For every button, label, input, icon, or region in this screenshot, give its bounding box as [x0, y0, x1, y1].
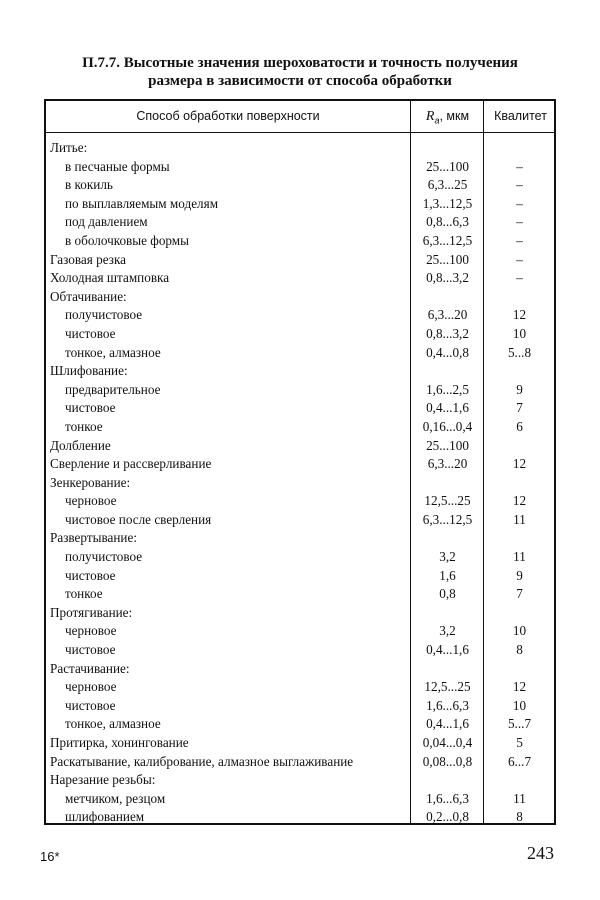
- grade-cell: 12: [512, 493, 527, 509]
- ra-cell: 1,3...12,5: [422, 195, 473, 211]
- ra-cell: 1,6...6,3: [426, 790, 469, 806]
- grade-cell: 11: [513, 790, 526, 806]
- ra-cell: 0,8...3,2: [426, 270, 469, 286]
- ra-cell: 0,8: [439, 586, 456, 602]
- ra-cell: 0,8...6,3: [426, 214, 469, 230]
- table-row: [46, 567, 554, 586]
- table-row: [46, 418, 554, 437]
- method-cell: предварительное: [65, 381, 161, 397]
- method-cell: Растачивание:: [50, 660, 130, 676]
- ra-subscript: a: [434, 115, 440, 126]
- table-row: [46, 808, 554, 827]
- table-row: [46, 697, 554, 716]
- table-row: [46, 325, 554, 344]
- grade-cell: 8: [516, 809, 523, 825]
- table-row: [46, 232, 554, 251]
- grade-cell: –: [516, 195, 523, 211]
- table-row: [46, 213, 554, 232]
- ra-unit: , мкм: [439, 109, 470, 123]
- method-cell: получистовое: [65, 549, 143, 565]
- method-cell: черновое: [65, 679, 117, 695]
- grade-cell: 10: [512, 697, 527, 713]
- table-row: [46, 176, 554, 195]
- ra-cell: 0,04...0,4: [422, 735, 473, 750]
- ra-cell: 25...100: [426, 158, 469, 174]
- method-cell: Нарезание резьбы:: [50, 772, 156, 788]
- table-row: [46, 344, 554, 363]
- method-cell: Протягивание:: [50, 604, 133, 620]
- ra-cell: 0,8...3,2: [426, 325, 469, 341]
- method-cell: чистовое после сверления: [65, 511, 212, 527]
- grade-cell: 12: [512, 456, 527, 472]
- method-cell: Притирка, хонингование: [50, 735, 189, 750]
- ra-cell: 3,2: [439, 623, 456, 639]
- table-row: [46, 306, 554, 325]
- table-row: [46, 381, 554, 400]
- table-title-line-2: размера в зависимости от способа обработки: [148, 73, 452, 89]
- grade-cell: 5...8: [507, 344, 532, 360]
- ra-cell: 3,2: [439, 549, 456, 565]
- grade-cell: 10: [512, 623, 527, 639]
- method-cell: тонкое: [65, 418, 103, 434]
- table-row: [46, 660, 554, 679]
- table-row: [46, 437, 554, 456]
- table-row: [46, 585, 554, 604]
- ra-cell: 0,4...0,8: [426, 344, 469, 360]
- table-row: [46, 715, 554, 734]
- page-number: 243: [527, 843, 554, 863]
- ra-cell: 6,3...25: [427, 177, 468, 193]
- table-row: [46, 753, 554, 772]
- grade-cell: 6: [516, 418, 523, 434]
- table-row: [46, 269, 554, 288]
- header-grade: Квалитет: [494, 109, 547, 123]
- method-cell: получистовое: [65, 307, 143, 323]
- grade-cell: 12: [512, 679, 527, 695]
- method-cell: Шлифование:: [50, 363, 128, 379]
- method-cell: чистовое: [65, 642, 116, 658]
- grade-cell: –: [516, 232, 523, 248]
- method-cell: тонкое: [65, 586, 103, 602]
- grade-cell: 9: [516, 567, 523, 583]
- table-row: [46, 604, 554, 623]
- method-cell: по выплавляемым моделям: [65, 195, 219, 211]
- table-row: [46, 399, 554, 418]
- ra-cell: 6,3...20: [427, 307, 468, 323]
- method-cell: в кокиль: [65, 177, 113, 193]
- ra-cell: 1,6...6,3: [426, 697, 469, 713]
- table-row: [46, 790, 554, 809]
- header-ra: [412, 101, 483, 132]
- header-method: Способ обработки поверхности: [136, 109, 320, 123]
- grade-cell: 11: [513, 549, 526, 565]
- method-cell: шлифованием: [65, 809, 145, 825]
- method-cell: тонкое, алмазное: [65, 344, 161, 360]
- method-cell: тонкое, алмазное: [65, 716, 161, 732]
- method-cell: Литье:: [50, 140, 88, 155]
- ra-cell: 0,4...1,6: [426, 716, 469, 732]
- table-row: [46, 195, 554, 214]
- table-row: [46, 678, 554, 697]
- table-row: [46, 474, 554, 493]
- table-row: [46, 492, 554, 511]
- grade-cell: –: [516, 214, 523, 230]
- table-row: [46, 288, 554, 307]
- ra-cell: 1,6: [439, 567, 456, 583]
- method-cell: Долбление: [50, 437, 111, 453]
- grade-cell: –: [516, 177, 523, 193]
- ra-cell: 6,3...20: [427, 456, 468, 472]
- method-cell: под давлением: [65, 214, 148, 230]
- method-cell: чистовое: [65, 567, 116, 583]
- ra-cell: 0,16...0,4: [422, 418, 473, 434]
- method-cell: Сверление и рассверливание: [50, 456, 212, 472]
- grade-cell: 5: [516, 735, 523, 750]
- header-divider: [46, 132, 554, 133]
- method-cell: черновое: [65, 493, 117, 509]
- method-cell: в песчаные формы: [65, 158, 170, 174]
- ra-cell: 25...100: [426, 437, 469, 453]
- method-cell: в оболочковые формы: [65, 232, 190, 248]
- table-title-line-1: П.7.7. Высотные значения шероховатости и точность получения: [82, 55, 518, 71]
- method-cell: Холодная штамповка: [50, 270, 170, 286]
- table-row: [46, 622, 554, 641]
- ra-symbol: R: [425, 109, 435, 124]
- grade-cell: 9: [516, 381, 523, 397]
- method-cell: Газовая резка: [50, 251, 127, 267]
- table-row: [46, 529, 554, 548]
- grade-cell: 5...7: [507, 716, 532, 732]
- table-row: [46, 734, 554, 753]
- method-cell: чистовое: [65, 400, 116, 416]
- ra-cell: 25...100: [426, 251, 469, 267]
- method-cell: Обтачивание:: [50, 288, 127, 304]
- ra-cell: 12,5...25: [424, 679, 471, 695]
- table-row: [46, 455, 554, 474]
- ra-cell: 0,4...1,6: [426, 642, 469, 658]
- table-row: [46, 158, 554, 177]
- method-cell: черновое: [65, 623, 117, 639]
- grade-cell: 7: [516, 586, 523, 602]
- grade-cell: 10: [512, 325, 527, 341]
- signature-mark: 16*: [40, 849, 60, 864]
- grade-cell: 6...7: [507, 753, 532, 769]
- grade-cell: 12: [512, 307, 527, 323]
- ra-cell: 0,2...0,8: [426, 809, 469, 825]
- grade-cell: –: [516, 270, 523, 286]
- ra-cell: 6,3...12,5: [422, 511, 473, 527]
- ra-cell: 0,08...0,8: [422, 753, 473, 769]
- ra-cell: 0,4...1,6: [426, 400, 469, 416]
- grade-cell: 7: [516, 400, 523, 416]
- grade-cell: –: [516, 251, 523, 267]
- table-row: [46, 771, 554, 790]
- ra-cell: 1,6...2,5: [426, 381, 469, 397]
- table-row: [46, 641, 554, 660]
- method-cell: чистовое: [65, 325, 116, 341]
- table-row: [46, 511, 554, 530]
- method-cell: Зенкерование:: [50, 474, 131, 490]
- grade-cell: –: [516, 158, 523, 174]
- method-cell: метчиком, резцом: [65, 790, 166, 806]
- grade-cell: 11: [513, 511, 526, 527]
- table-row: [46, 548, 554, 567]
- ra-cell: 12,5...25: [424, 493, 471, 509]
- method-cell: чистовое: [65, 697, 116, 713]
- table-row: [46, 139, 554, 158]
- table-body: [46, 139, 554, 827]
- table-row: [46, 362, 554, 381]
- roughness-table: [44, 99, 556, 825]
- method-cell: Развертывание:: [50, 530, 137, 546]
- table-row: [46, 251, 554, 270]
- grade-cell: 8: [516, 642, 523, 658]
- method-cell: Раскатывание, калибрование, алмазное выглаживание: [50, 753, 354, 769]
- ra-cell: 6,3...12,5: [422, 232, 473, 248]
